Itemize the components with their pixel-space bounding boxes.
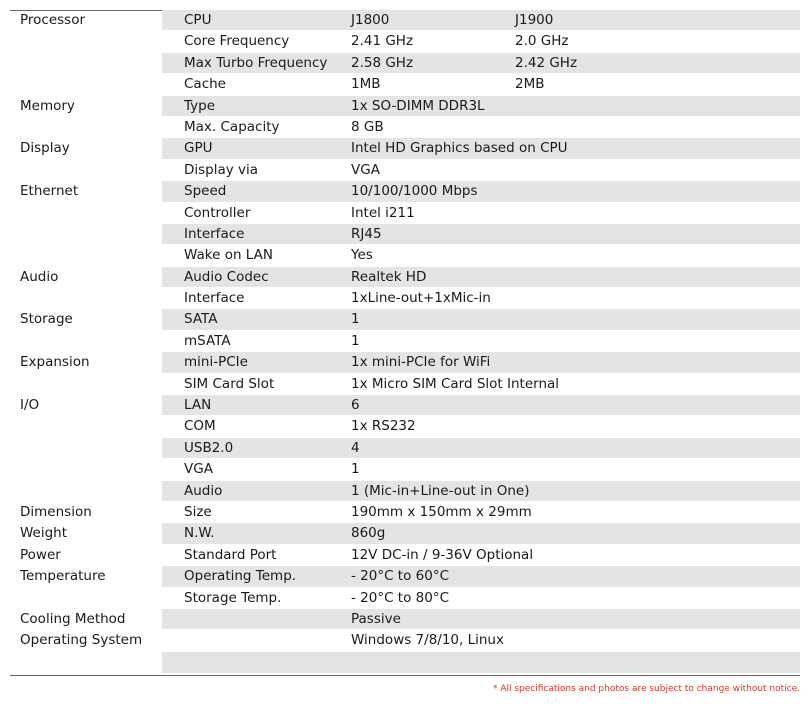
spec-row (10, 288, 800, 309)
spec-value: 1MB (351, 76, 381, 93)
spec-value: Realtek HD (351, 268, 427, 285)
spec-row (10, 96, 800, 117)
spec-cells (162, 245, 800, 266)
spec-cells (162, 374, 800, 395)
spec-cells (162, 459, 800, 480)
spec-label: Storage Temp. (184, 589, 282, 606)
spec-cells (162, 31, 800, 52)
spec-value-alt: 2.42 GHz (515, 54, 578, 71)
spec-value: 8 GB (351, 118, 384, 135)
spec-value-alt: 2MB (515, 76, 545, 93)
spec-row (10, 331, 800, 352)
spec-category: Audio (20, 268, 59, 285)
spec-row (10, 395, 800, 416)
spec-value: Yes (351, 247, 373, 264)
spec-category: Storage (20, 311, 73, 328)
spec-label: Interface (184, 225, 245, 242)
spec-cells (162, 545, 800, 566)
spec-value: - 20°C to 80°C (351, 589, 450, 606)
spec-row (10, 352, 800, 373)
spec-cells (162, 331, 800, 352)
spec-category: I/O (20, 397, 40, 414)
spec-cells (162, 630, 800, 651)
spec-value: VGA (351, 161, 380, 178)
spec-category: Weight (20, 525, 68, 542)
spec-cells (162, 309, 800, 330)
spec-label: Wake on LAN (184, 247, 273, 264)
spec-label: Speed (184, 183, 227, 200)
spec-value: 2.58 GHz (351, 54, 414, 71)
spec-row (10, 438, 800, 459)
spec-cells (162, 588, 800, 609)
spec-value: 1xLine-out+1xMic-in (351, 290, 491, 307)
spec-value: 1 (351, 461, 360, 478)
spec-value: 1x mini-PCIe for WiFi (351, 354, 491, 371)
spec-value: Passive (351, 610, 401, 627)
spec-value: 2.41 GHz (351, 33, 414, 50)
spec-category: Cooling Method (20, 610, 126, 627)
spec-label: Operating Temp. (184, 568, 297, 585)
spec-cells (162, 74, 800, 95)
spec-row (10, 224, 800, 245)
spec-cells (162, 566, 800, 587)
spec-value: 1x RS232 (351, 418, 416, 435)
spec-value: 860g (351, 525, 386, 542)
spec-value: RJ45 (351, 225, 382, 242)
spec-value: 190mm x 150mm x 29mm (351, 503, 532, 520)
spec-row (10, 523, 800, 544)
spec-row (10, 566, 800, 587)
spec-table (10, 10, 800, 674)
spec-row (10, 502, 800, 523)
spec-label: USB2.0 (184, 439, 234, 456)
spec-category: Display (20, 140, 70, 157)
spec-row (10, 138, 800, 159)
spec-row (10, 74, 800, 95)
spec-category: Power (20, 546, 61, 563)
spec-row (10, 160, 800, 181)
spec-label: Audio (184, 482, 223, 499)
spec-label: Interface (184, 290, 245, 307)
spec-label: CPU (184, 12, 212, 28)
spec-row (10, 53, 800, 74)
spec-label: Display via (184, 161, 259, 178)
spec-cells (162, 267, 800, 288)
spec-value: 1x SO-DIMM DDR3L (351, 97, 485, 114)
spec-row (10, 203, 800, 224)
spec-label: Size (184, 503, 212, 520)
spec-label: SATA (184, 311, 218, 328)
spec-value: - 20°C to 60°C (351, 568, 450, 585)
spec-row (10, 10, 800, 31)
spec-cells (162, 652, 800, 674)
spec-label: Cache (184, 76, 226, 93)
spec-cells (162, 53, 800, 74)
spec-label: N.W. (184, 525, 215, 542)
spec-value: 1 (351, 311, 360, 328)
spec-row (10, 588, 800, 609)
spec-value: 12V DC-in / 9-36V Optional (351, 546, 534, 563)
spec-row (10, 630, 800, 651)
spec-cells (162, 10, 800, 31)
spec-label: mSATA (184, 332, 231, 349)
spec-value: 1 (351, 332, 360, 349)
spec-row-blank (10, 652, 800, 674)
spec-value: J1800 (351, 12, 390, 28)
spec-cells (162, 181, 800, 202)
spec-cells (162, 609, 800, 630)
spec-cells (162, 481, 800, 502)
spec-row (10, 181, 800, 202)
spec-label: Type (184, 97, 216, 114)
spec-category: Memory (20, 97, 75, 114)
spec-row (10, 459, 800, 480)
spec-cells (162, 117, 800, 138)
spec-row (10, 245, 800, 266)
spec-category: Ethernet (20, 183, 79, 200)
spec-row (10, 374, 800, 395)
spec-row (10, 609, 800, 630)
spec-label: Standard Port (184, 546, 277, 563)
spec-value: Windows 7/8/10, Linux (351, 632, 504, 649)
spec-label: Core Frequency (184, 33, 290, 50)
spec-value: 1 (Mic-in+Line-out in One) (351, 482, 530, 499)
spec-cells (162, 523, 800, 544)
spec-row (10, 481, 800, 502)
spec-row (10, 545, 800, 566)
spec-category: Expansion (20, 354, 90, 371)
spec-cells (162, 438, 800, 459)
spec-cells (162, 203, 800, 224)
spec-cells (162, 352, 800, 373)
spec-label: mini-PCIe (184, 354, 248, 371)
spec-category: Temperature (20, 568, 106, 585)
spec-label: COM (184, 418, 216, 435)
spec-category: Operating System (20, 632, 143, 649)
spec-value: 4 (351, 439, 360, 456)
table-bottom-rule (10, 675, 800, 676)
spec-row (10, 416, 800, 437)
spec-cells (162, 138, 800, 159)
spec-value-alt: J1900 (515, 12, 554, 28)
spec-label: Audio Codec (184, 268, 269, 285)
spec-row (10, 31, 800, 52)
spec-row (10, 117, 800, 138)
spec-cells (162, 288, 800, 309)
spec-cells (162, 160, 800, 181)
disclaimer-note: * All specifications and photos are subject to change without notice. (492, 684, 800, 694)
spec-row (10, 267, 800, 288)
spec-label: VGA (184, 461, 213, 478)
spec-label: Max. Capacity (184, 118, 280, 135)
spec-row (10, 309, 800, 330)
spec-value: 10/100/1000 Mbps (351, 183, 478, 200)
spec-value: Intel HD Graphics based on CPU (351, 140, 568, 157)
spec-value-alt: 2.0 GHz (515, 33, 569, 50)
spec-label: GPU (184, 140, 213, 157)
spec-category: Processor (20, 12, 86, 28)
spec-cells (162, 96, 800, 117)
spec-cells (162, 224, 800, 245)
spec-cells (162, 502, 800, 523)
spec-label: LAN (184, 397, 212, 414)
spec-value: 1x Micro SIM Card Slot Internal (351, 375, 560, 392)
spec-label: SIM Card Slot (184, 375, 275, 392)
spec-label: Max Turbo Frequency (184, 54, 328, 71)
spec-cells (162, 395, 800, 416)
spec-value: Intel i211 (351, 204, 415, 221)
spec-label: Controller (184, 204, 251, 221)
spec-category: Dimension (20, 503, 92, 520)
spec-value: 6 (351, 397, 360, 414)
spec-cells (162, 416, 800, 437)
